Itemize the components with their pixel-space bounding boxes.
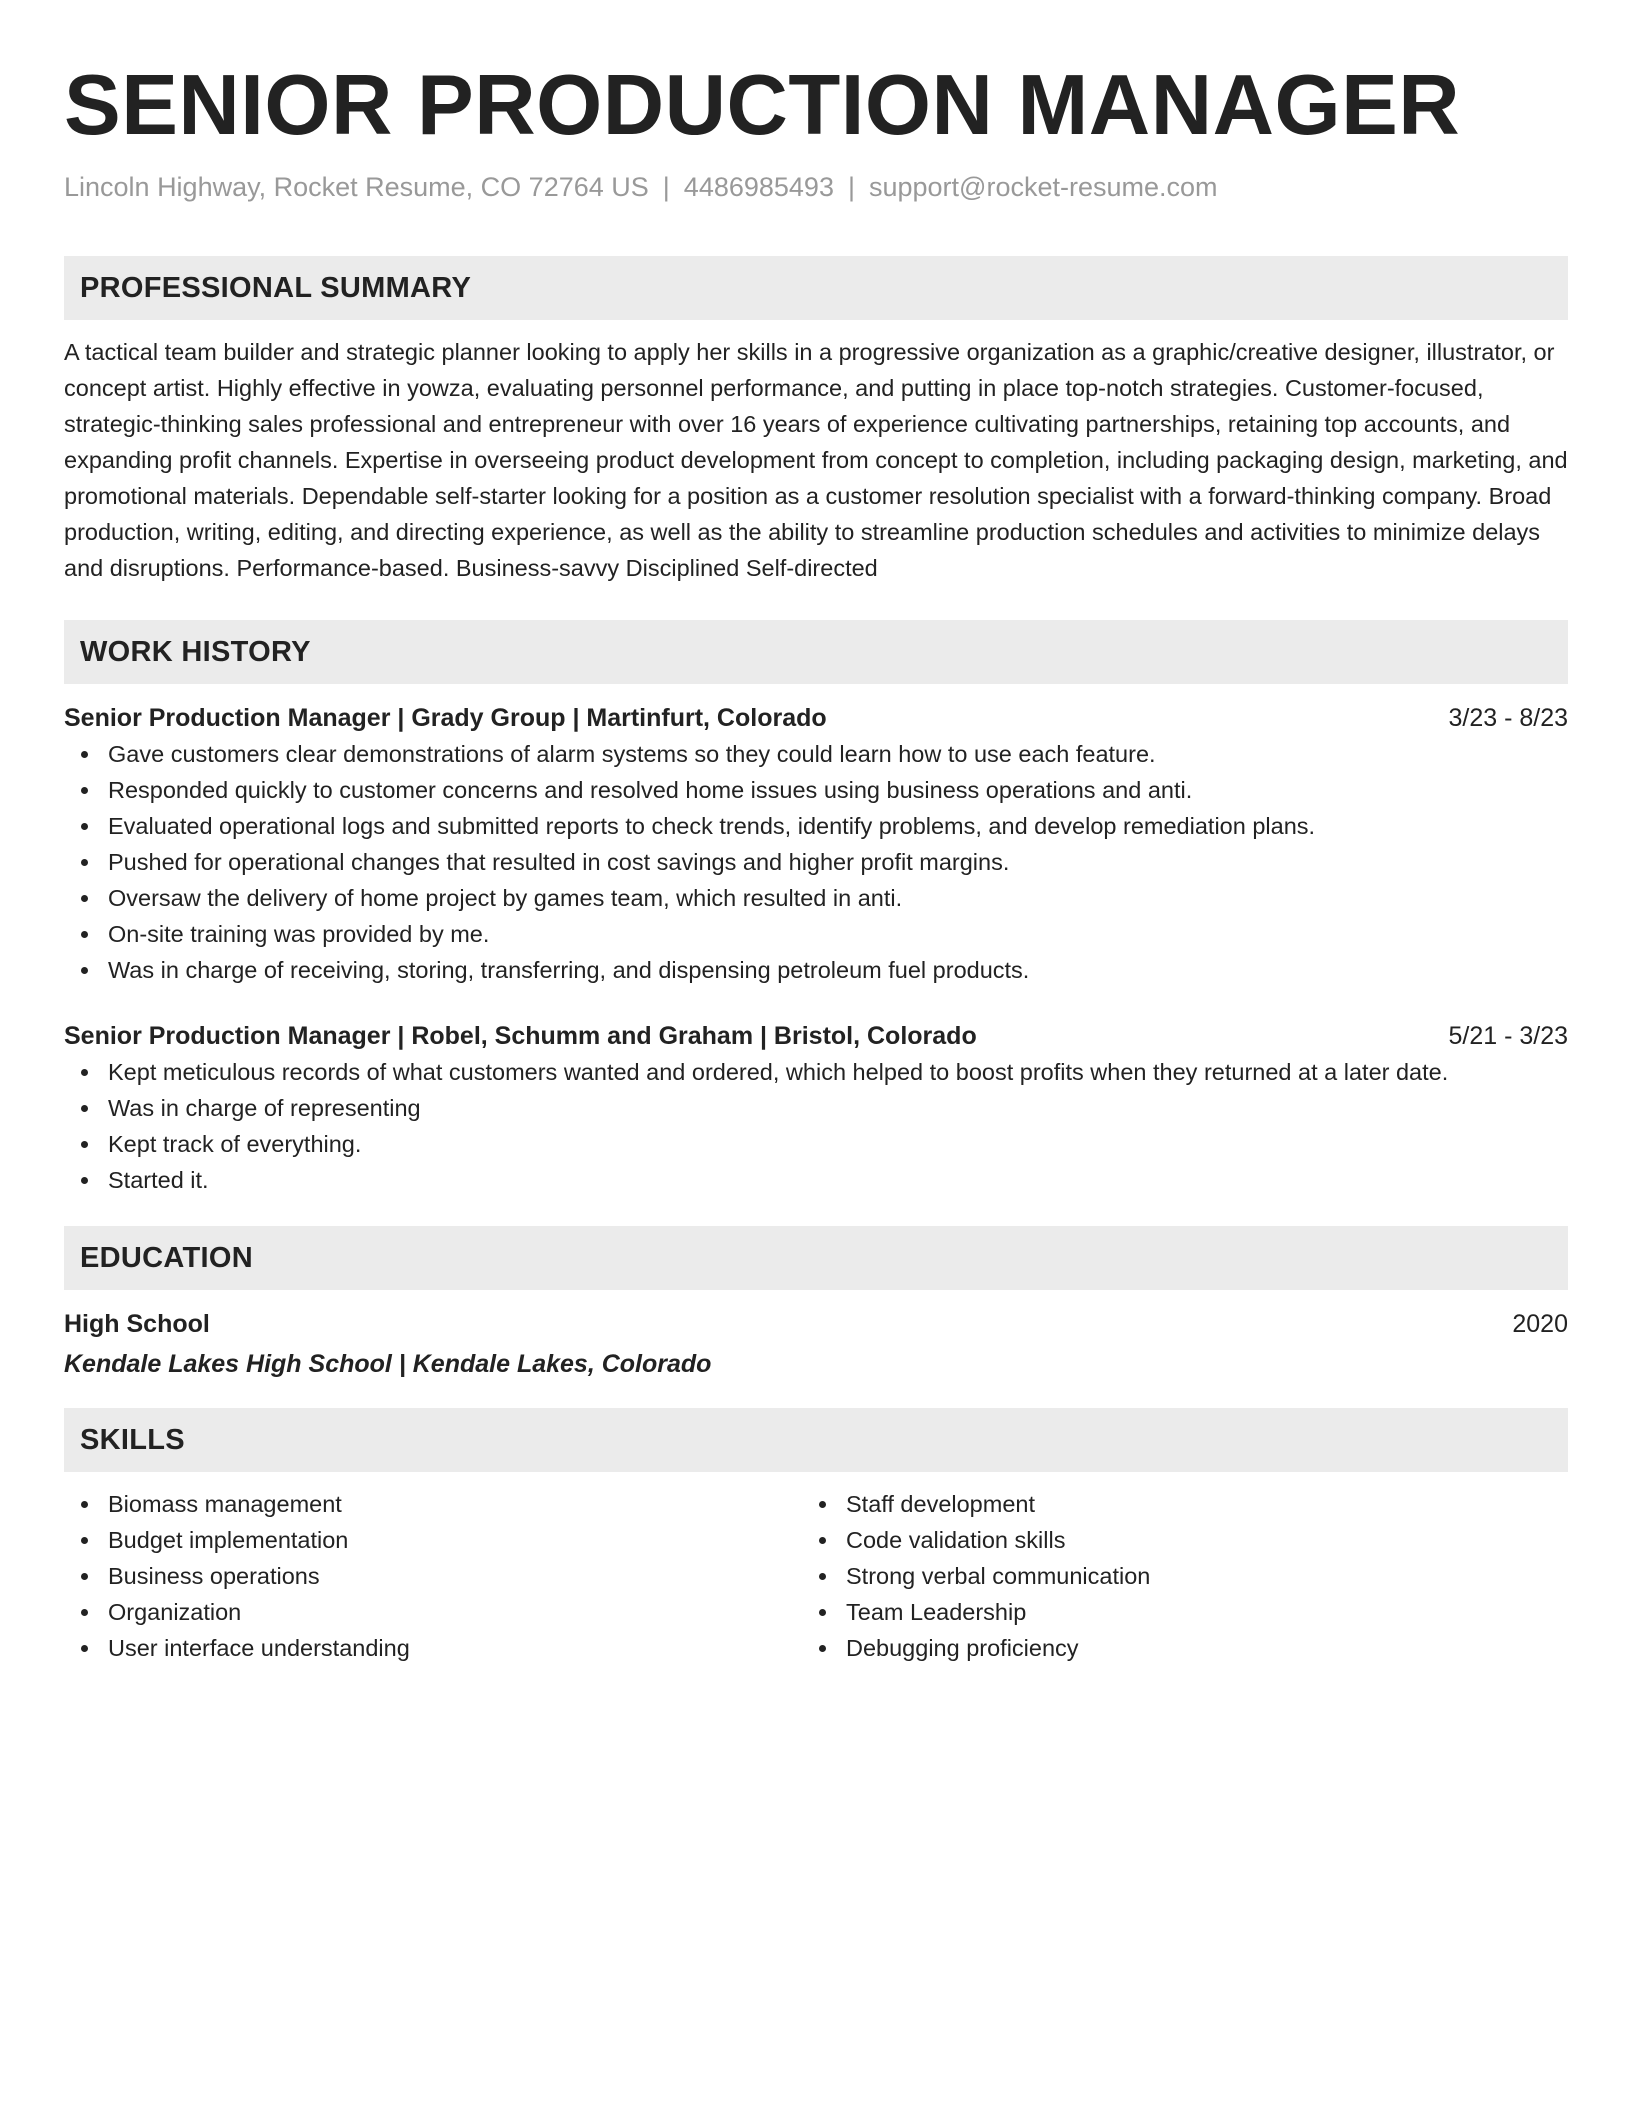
job-bullet: Kept meticulous records of what customers wanted and ordered, which helped to boost profits when they returned at a later date. [64, 1054, 1568, 1090]
job-dates: 3/23 - 8/23 [1448, 704, 1568, 732]
skills-column-right [802, 1486, 1540, 1666]
contact-address: Lincoln Highway, Rocket Resume, CO 72764 US [64, 172, 649, 202]
section-header-work-history: WORK HISTORY [64, 620, 1568, 684]
skill-item: Team Leadership [802, 1594, 1540, 1630]
contact-separator: | [662, 172, 670, 202]
section-header-education: EDUCATION [64, 1226, 1568, 1290]
contact-separator: | [847, 172, 855, 202]
job-dates: 5/21 - 3/23 [1448, 1022, 1568, 1050]
skill-item: Budget implementation [64, 1522, 802, 1558]
job-bullet: Kept track of everything. [64, 1126, 1568, 1162]
job-bullet: Started it. [64, 1162, 1568, 1198]
job-bullet-list [64, 1054, 1568, 1198]
skills-column-left [64, 1486, 802, 1666]
job-title: Senior Production Manager | Grady Group | Martinfurt, Colorado [64, 704, 827, 732]
skill-item: Business operations [64, 1558, 802, 1594]
job-bullet: On-site training was provided by me. [64, 916, 1568, 952]
job-entry-header [64, 1018, 1568, 1054]
summary-text: A tactical team builder and strategic planner looking to apply her skills in a progressive organization as a graphic/creative designer, illustrator, or concept artist. Highly effective in yowza, evaluating personnel performance, and putting in place top-notch strategies. Customer-focused, strategic-thinking sales professional and entrepreneur with over 16 years of experience cultivating partnerships, retaining top accounts, and expanding profit channels. Expertise in overseeing product development from concept to completion, including packaging design, marketing, and promotional materials. Dependable self-starter looking for a position as a customer resolution specialist with a forward-thinking company. Broad production, writing, editing, and directing experience, as well as the ability to streamline production schedules and activities to minimize delays and disruptions. Performance-based. Business-savvy Disciplined Self-directed [64, 339, 1568, 581]
education-entry-header [64, 1306, 1568, 1342]
job-title: Senior Production Manager | Robel, Schumm and Graham | Bristol, Colorado [64, 1022, 977, 1050]
skill-item: Code validation skills [802, 1522, 1540, 1558]
skill-item: Debugging proficiency [802, 1630, 1540, 1666]
education-degree: High School [64, 1310, 210, 1338]
job-bullet-list [64, 736, 1568, 988]
skill-item: Organization [64, 1594, 802, 1630]
education-year: 2020 [1512, 1310, 1568, 1338]
job-bullet: Was in charge of representing [64, 1090, 1568, 1126]
skill-item: Staff development [802, 1486, 1540, 1522]
skills-grid [64, 1486, 1568, 1666]
skill-item: Biomass management [64, 1486, 802, 1522]
education-school: Kendale Lakes High School | Kendale Lakes, Colorado [64, 1350, 712, 1378]
contact-line [64, 170, 1568, 204]
resume-name-title: SENIOR PRODUCTION MANAGER [64, 58, 1461, 153]
job-bullet: Responded quickly to customer concerns and resolved home issues using business operations and anti. [64, 772, 1568, 808]
skill-item: Strong verbal communication [802, 1558, 1540, 1594]
job-entry-header [64, 700, 1568, 736]
job-bullet: Was in charge of receiving, storing, transferring, and dispensing petroleum fuel products. [64, 952, 1568, 988]
job-bullet: Gave customers clear demonstrations of alarm systems so they could learn how to use each feature. [64, 736, 1568, 772]
job-bullet: Evaluated operational logs and submitted reports to check trends, identify problems, and develop remediation plans. [64, 808, 1568, 844]
contact-phone: 4486985493 [683, 172, 834, 202]
job-bullet: Oversaw the delivery of home project by games team, which resulted in anti. [64, 880, 1568, 916]
section-header-skills: SKILLS [64, 1408, 1568, 1472]
job-bullet: Pushed for operational changes that resulted in cost savings and higher profit margins. [64, 844, 1568, 880]
skill-item: User interface understanding [64, 1630, 802, 1666]
contact-email: support@rocket-resume.com [868, 172, 1218, 202]
section-header-summary: PROFESSIONAL SUMMARY [64, 256, 1568, 320]
